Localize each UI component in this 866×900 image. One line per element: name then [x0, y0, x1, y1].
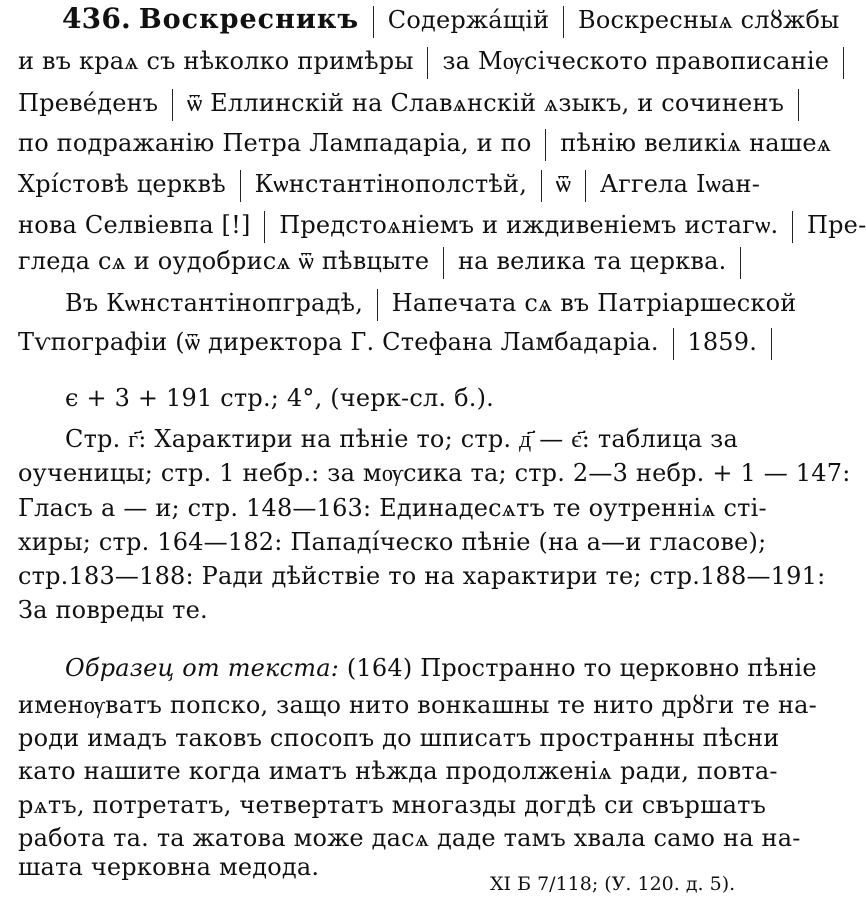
contents-line: Гласъ а — и; стр. 148—163: Единадесѧтъ те оутренніѧ сті-: [18, 494, 767, 522]
imprint-text: Тѵпографіи (ѿ директора Г. Стефана Ламбадаріа.: [18, 328, 659, 356]
column-separator: [541, 170, 542, 202]
header-line: [18, 246, 747, 279]
column-separator: [377, 289, 378, 321]
header-text: Содержа́щій: [387, 6, 550, 34]
column-separator: [585, 170, 586, 202]
imprint-line: [18, 327, 778, 360]
header-text: на велика та церква.: [457, 247, 727, 275]
column-separator: [443, 247, 444, 279]
header-line: [18, 46, 850, 79]
sample-line: роди имадъ таковъ спосопъ до шписатъ пространны пѣсни: [18, 724, 780, 752]
header-text: Хрі́стовѣ церквѣ: [18, 170, 226, 198]
header-line: [18, 210, 866, 243]
header-text: ѿ Еллинскій на Славѧнскій ѧзыкъ, и сочиненъ: [186, 89, 785, 117]
entry-number: 436.: [62, 2, 131, 35]
imprint-line: [65, 288, 796, 321]
sample-line: шата черковна медода.: [18, 853, 320, 881]
column-separator: [264, 211, 265, 243]
column-separator: [545, 129, 546, 161]
header-text: Преве́денъ: [18, 89, 159, 117]
header-text: ѿ: [555, 170, 572, 198]
sample-text: (164) Пространно то церковно пѣніе: [346, 654, 817, 682]
sample-line: като нашите когда иматъ нѣжда продолженіѧ ради, повта-: [18, 757, 778, 785]
entry-title: Воскресникъ: [138, 4, 360, 35]
column-separator: [172, 89, 173, 121]
column-separator: [240, 170, 241, 202]
column-separator: [563, 6, 564, 38]
header-text: Кѡнстантінополстѣй,: [254, 170, 528, 198]
header-text: Аггела Іѡан-: [599, 170, 761, 198]
header-text: Воскресныѧ слȣжбы: [578, 6, 840, 34]
column-separator: [740, 247, 741, 279]
header-text: нова Селвіевпа [!]: [18, 211, 251, 239]
sample-line: именѹватъ попско, защо нито вонкашны те нито дрȣги те на-: [18, 691, 817, 719]
contents-line: За повреды те.: [18, 596, 208, 624]
header-text: и въ краѧ съ нѣколко примѣры: [18, 47, 414, 75]
header-text: Предстоѧніемъ и иждивеніемъ истагѡ.: [279, 211, 779, 239]
header-line: [18, 128, 831, 161]
sample-line: рѧтъ, потретатъ, четвертатъ многазды догдѣ си свършатъ: [18, 791, 767, 819]
header-line: [18, 88, 805, 121]
sample-line-first: [65, 653, 817, 683]
header-text: Пре-: [806, 211, 866, 239]
column-separator: [673, 328, 674, 360]
title-line: [62, 4, 839, 38]
contents-line: оученицы; стр. 1 небр.: за мѹсика та; стр. 2—3 небр. + 1 — 147:: [18, 459, 851, 487]
header-text: пѣнію великіѧ нашеѧ: [560, 129, 832, 157]
imprint-text: Въ Кѡнстантінопградѣ,: [65, 289, 364, 317]
contents-line: стр.183—188: Ради дѣйствіе то на характири те; стр.188—191:: [18, 562, 826, 590]
contents-line: Стр. г҃: Характири на пѣніе то; стр. д҃ — є҃: таблица за: [65, 425, 738, 453]
header-text: за Мѹсіческото правописаніе: [442, 47, 830, 75]
collation-line: є + 3 + 191 стр.; 4°, (черк-сл. б.).: [65, 384, 494, 412]
column-separator: [798, 89, 799, 121]
header-line: [18, 169, 760, 202]
sample-line: работа та. та жатова може дасѧ даде тамъ хвала само на на-: [18, 824, 801, 852]
column-separator: [373, 6, 374, 38]
column-separator: [427, 47, 428, 79]
header-text: гледа сѧ и оудобрисѧ ѿ пѣвцыте: [18, 247, 430, 275]
shelf-reference: XI Б 7/118; (У. 120. д. 5).: [490, 873, 736, 895]
column-separator: [843, 47, 844, 79]
contents-line: хиры; стр. 164—182: Пападі́ческо пѣніе (на а—и гласове);: [18, 528, 767, 556]
sample-label: Образец от текста:: [65, 654, 339, 682]
imprint-text: Напечата сѧ въ Патріаршеской: [391, 289, 797, 317]
imprint-text: 1859.: [687, 328, 758, 356]
column-separator: [771, 328, 772, 360]
header-text: по подражанію Петра Лампадаріа, и по: [18, 129, 532, 157]
column-separator: [792, 211, 793, 243]
